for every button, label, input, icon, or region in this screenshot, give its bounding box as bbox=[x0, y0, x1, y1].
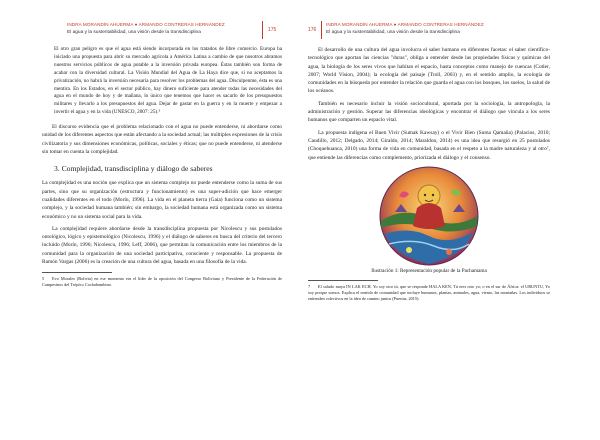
header-authors: INDRA MORANDÍN AHUERMA ● ARMANDO CONTRERAS HERNÁNDEZ bbox=[326, 22, 484, 27]
paragraph: El discurso evidencia que el problema relacionado con el agua no puede entenderse, ni abordarse como unidad de los diferentes aspectos que están afectando a la sociedad actual; las múltiples expresiones de la crisis civilizatoria y sus dimensiones económicas, políticas, sociales y éticas; que no puede entenderse, ni atenderse sin tomar en cuenta la complejidad. bbox=[42, 124, 282, 156]
right-page-body bbox=[308, 46, 550, 302]
footnote-divider bbox=[42, 272, 112, 273]
paragraph: La propuesta indígena el Buen Vivir (Sumak Kawsay) o el Vivir Bien (Suma Qamaña) (Palacios, 2010; Caudillo, 2012; Delgado, 2014; Giraldo, 2014; Maraldon, 2014) es una idea que resurgió en 25 postulados (Choquehuanca, 2010) una forma de vida en comunidad, basada en el respeto a la madre naturaleza y al otro⁷, que entiende las diferencias como complemento, priorizada el diálogo y el consenso. bbox=[308, 129, 550, 161]
section-heading: 3. Complejidad, transdisciplina y diálogo de saberes bbox=[54, 164, 213, 174]
block-quote: El otro gran peligro es que el agua está siendo incorporada en los tratados de libre comercio. Europa ha iniciado una propuesta para abrir su mercado agrícola a América Latina a cambio de que nosotros abramos nuestros servicios públicos de agua potable a la inversión privada europea. Éstas también son forma de acabar con la diversidad cultural. La Visión Mundial del Agua de La Haya dice que, si no aceptamos la privatización, no habrá la inversión necesaria para resolver los problemas del agua. Disculpenme, ésta es una mentira. En los Estados, en el sector público, hay dinero suficiente para atender todas las necesidades del agua en el mundo de hoy y de mañana, lo único que tenemos que hacer es sacarlo de los presupuestos militares y llevarlo a los presupuestos del agua. Dejar de gastar en la guerra y en la muerte y empezar a invertir el agua y en la vida (UNESCO, 2007: 25).⁵ bbox=[54, 46, 282, 116]
illustration-caption: Ilustración 1: Representación popular de la Pachamama bbox=[371, 267, 487, 274]
header-rule bbox=[321, 21, 322, 39]
right-page-header bbox=[308, 0, 584, 35]
paragraph: La complejidad requiere abordarse desde la transdisciplina propuesta por Nicolescu y sus postulados ontológico, lógico y epistemológico (Nicolescu, 1996) y el diálogo de saberes en busca del criterio del tercero incluido (Morín, 1996; Nicolescu, 1996; Leff, 2006), que permitan la comunicación entre los miembros de la comunidad para la organización de una sociedad participativa, consciente y responsable. La propuesta de Ramón Vargas (2006) es la creación de una cultura del agua, basada en una filosofía de la vida. bbox=[42, 225, 282, 266]
right-page-number: 176 bbox=[308, 27, 317, 33]
paragraph: El desarrollo de una cultura del agua involucra el saber humano en diferentes facetas: el saber científico-tecnológico que aportan las ciencias "duras", obliga a entender desde las propiedades físicas y químicas del agua, la biología de los seres vivos que habitan el espacio, hasta conceptos como manejo de cuencas (Cotler, 2007; World Vision, 2004); la ecología del paisaje (Troll, 2003) y, en el sentido amplio, la ecología de comunidades en la búsqueda por entender la relación que guarda el agua con los bosques, los suelos, la salud de los océanos. bbox=[308, 47, 550, 95]
footnote-text: Evo Morales (Bolivia) en ese momento era el líder de la oposición del Congreso Boliviano y Presidente de la Federación de Campesinos del Trópico Cochabambino. bbox=[42, 276, 282, 288]
left-page-header bbox=[12, 0, 288, 35]
footnote bbox=[42, 276, 282, 288]
header-rule bbox=[262, 21, 263, 39]
footnote-text: El saludo maya IN LAK ECH, Yo soy otro tú, que se responde HALA KEN, Tú eres otro yo; o en el sur de África: el UBUNTU, Yo soy porque somos. Explica el sentido de comunidad que incluye humanos, plantas, animales, agua, viento, las montañas. Los individuos se entienden colectivos en la idea de camino juntos (Puertas, 2015). bbox=[308, 283, 550, 301]
paragraph: También es necesario incluir la visión sociocultural, aportada por la sociología, la antropología, la administración y gestión. Superar las diferencias ideológicas y encontrar el diálogo que vincula a los seres humanos que comparten un espacio vital. bbox=[308, 100, 550, 124]
left-page-number: 175 bbox=[268, 27, 277, 33]
footnote-number: 5 bbox=[42, 276, 45, 282]
left-page-body bbox=[42, 46, 282, 288]
footnote-divider bbox=[308, 280, 378, 281]
header-subtitle: El agua y la sustentabilidad, una visión desde la transdisciplina bbox=[67, 30, 201, 35]
left-page bbox=[12, 0, 288, 440]
footnote bbox=[308, 284, 550, 302]
pachamama-illustration bbox=[379, 166, 479, 266]
right-page bbox=[308, 0, 584, 440]
header-authors: INDRA MORANDÍN AHUERMA ● ARMANDO CONTRERAS HERNÁNDEZ bbox=[67, 22, 225, 27]
paragraph: La complejidad es una noción que explica que un sistema complejo no puede entenderse como la suma de sus partes, sino que su organización (estructura y funcionamiento) es una super-adición que hace emerger cualidades diferentes en el todo (Morín, 1996). La vida en el planeta tierra (Gaia) funciona como un sistema complejo, y la sociedad humana también; sin embargo, la sociedad humana está organizada como un sistema económico y no un sistema social para la vida. bbox=[42, 180, 282, 220]
footnote-number: 7 bbox=[308, 283, 311, 289]
header-subtitle: El agua y la sustentabilidad, una visión desde la transdisciplina bbox=[326, 30, 460, 35]
